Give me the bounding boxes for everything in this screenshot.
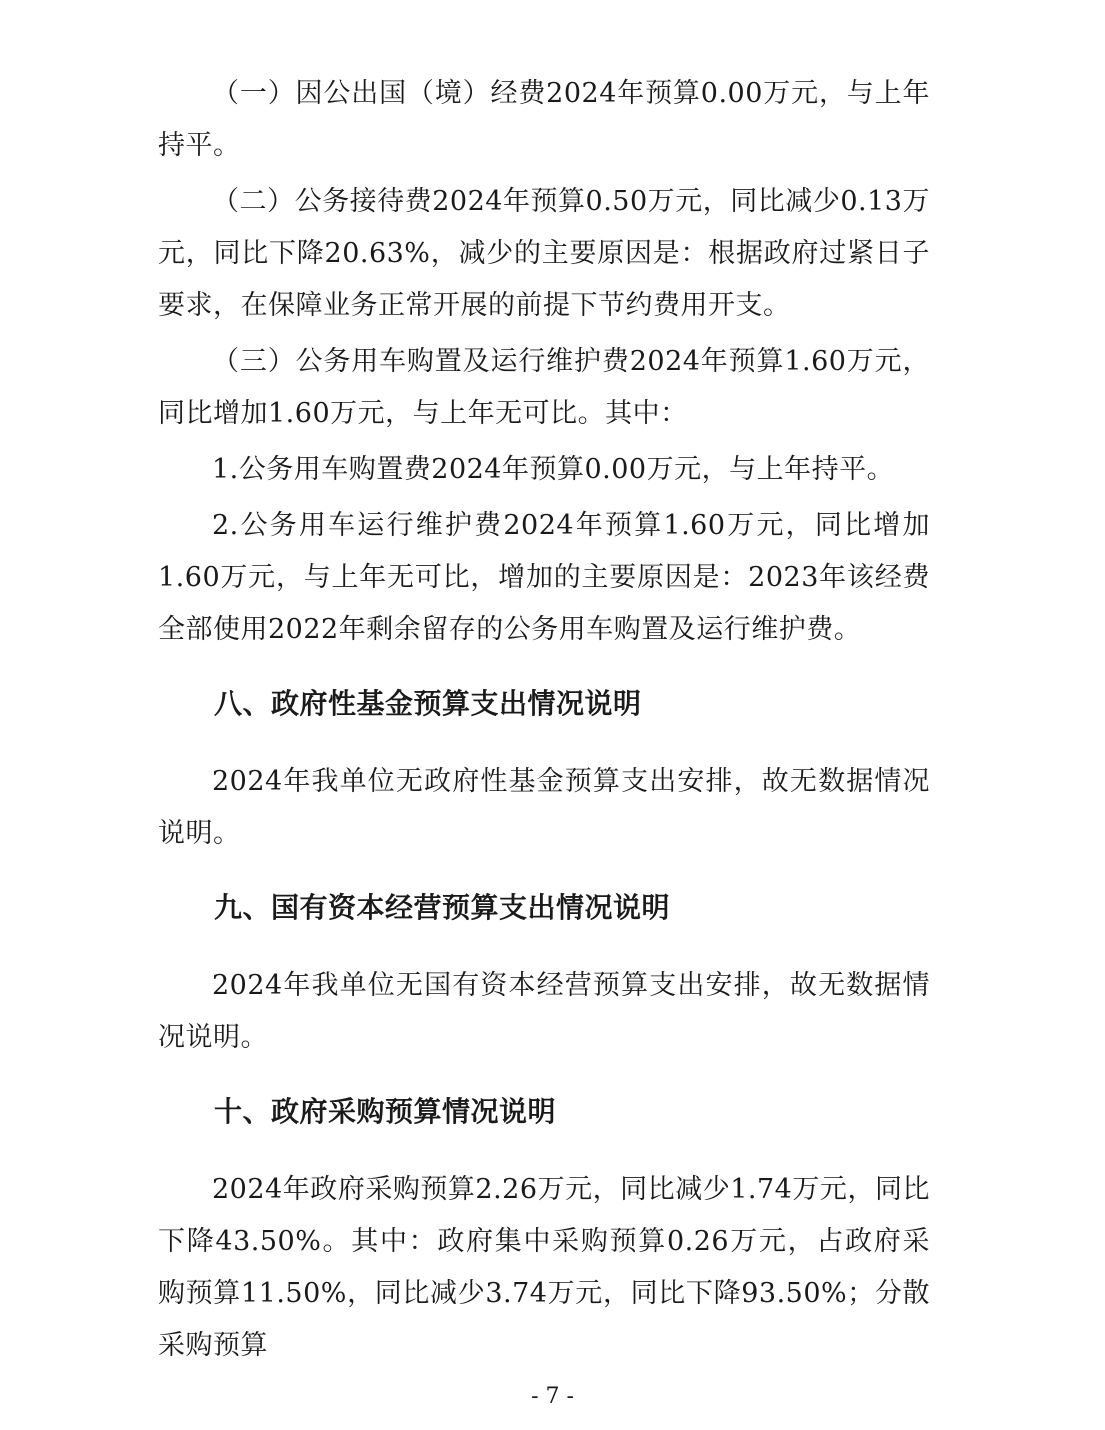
document-page [158,68,930,1372]
section-heading-government-fund: 八、政府性基金预算支出情况说明 [214,687,642,720]
paragraph-vehicle-fee: （三）公务用车购置及运行维护费2024年预算1.60万元，同比增加1.60万元，与上年无可比。其中： [158,346,930,429]
paragraph-procurement: 2024年政府采购预算2.26万元，同比减少1.74万元，同比下降43.50%。其中：政府集中采购预算0.26万元，占政府采购预算11.50%，同比减少3.74万元，同比下降93.50%；分散采购预算 [158,1174,930,1361]
paragraph-reception-fee: （二）公务接待费2024年预算0.50万元，同比减少0.13万元，同比下降20.63%，减少的主要原因是：根据政府过紧日子要求，在保障业务正常开展的前提下节约费用开支。 [158,186,930,321]
paragraph-vehicle-maintenance: 2.公务用车运行维护费2024年预算1.60万元，同比增加1.60万元，与上年无可比，增加的主要原因是：2023年该经费全部使用2022年剩余留存的公务用车购置及运行维护费。 [158,510,930,645]
section-heading-procurement: 十、政府采购预算情况说明 [214,1095,557,1128]
paragraph-state-capital: 2024年我单位无国有资本经营预算支出安排，故无数据情况说明。 [158,970,930,1053]
paragraph-government-fund: 2024年我单位无政府性基金预算支出安排，故无数据情况说明。 [158,766,930,849]
page-number: - 7 - [531,1384,574,1409]
paragraph-vehicle-purchase: 1.公务用车购置费2024年预算0.00万元，与上年持平。 [212,454,895,485]
paragraph-overseas-travel: （一）因公出国（境）经费2024年预算0.00万元，与上年持平。 [158,78,930,161]
section-heading-state-capital: 九、国有资本经营预算支出情况说明 [214,891,671,924]
